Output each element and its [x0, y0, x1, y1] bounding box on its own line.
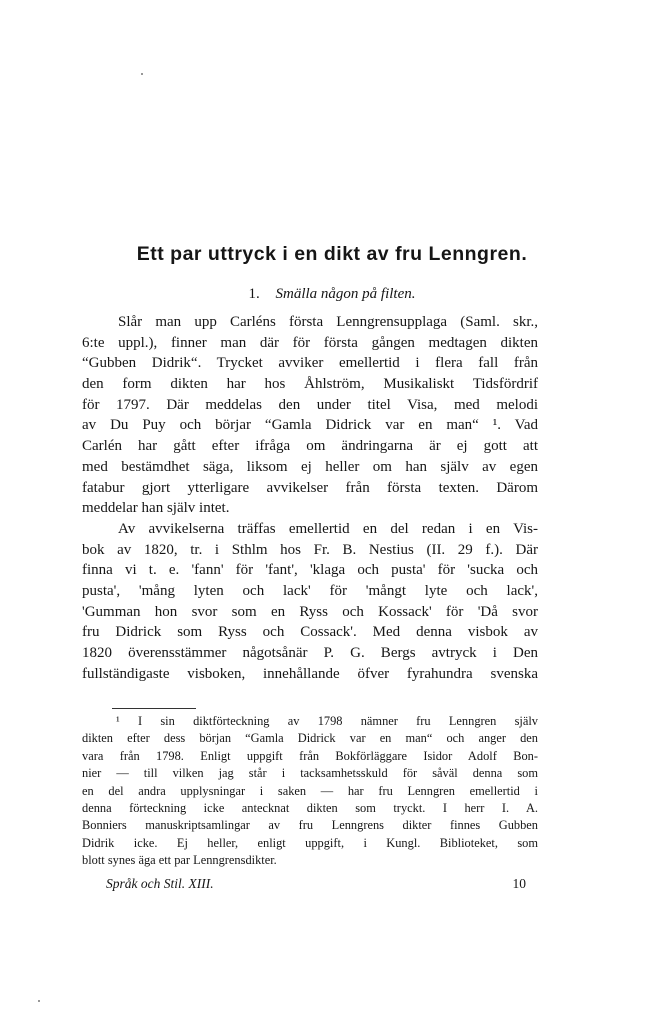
footnote — [82, 713, 538, 870]
body-line: fatabur gjort ytterligare avvikelser från första texten. Därom — [82, 479, 538, 496]
body-line: finna vi t. e. 'fann' för 'fant', 'klaga och pusta' för 'sucka och — [82, 562, 538, 579]
article-title: Ett par uttryck i en dikt av fru Lenngren. — [136, 243, 528, 265]
body-text — [82, 312, 538, 684]
footnote-line: nier — till vilken jag står i tacksamhetsskuld för såväl denna som — [82, 766, 538, 781]
page-number: 10 — [512, 876, 526, 891]
section-heading — [0, 286, 664, 303]
body-line: fru Didrick som Ryss och Cossack'. Med denna visbok av — [82, 624, 538, 641]
footnote-divider — [112, 708, 196, 709]
body-line: bok av 1820, tr. i Sthlm hos Fr. B. Nestius (II. 29 f.). Där — [82, 541, 538, 558]
journal-signature: Språk och Stil. XIII. — [106, 876, 214, 891]
body-line: av Du Puy och börjar “Gamla Didrick var en man“ ¹. Vad — [82, 417, 538, 434]
body-line: Slår man upp Carléns första Lenngrensupplaga (Saml. skr., — [118, 314, 538, 330]
body-line: pusta', 'mång lyten och lack' för 'mångt lyte och lack', — [82, 582, 538, 599]
footnote-line: vara från 1798. Enligt uppgift från Bokförläggare Isidor Adolf Bon- — [82, 748, 538, 763]
body-line: Carlén har gått efter ifråga om ändringarna är ej gott att — [82, 438, 538, 455]
body-line: “Gubben Didrik“. Trycket avviker emellertid i flera fall från — [82, 355, 538, 372]
footnote-line: ¹ I sin diktförteckning av 1798 nämner fru Lenngren själv — [116, 714, 538, 728]
footnote-line: denna förteckning icke antecknat dikten som tryckt. I herr I. A. — [82, 800, 538, 815]
section-number: 1. — [248, 286, 260, 302]
scan-speck-top — [141, 73, 143, 75]
footnote-line: dikten efter dess början “Gamla Didrick var en man“ och anger den — [82, 731, 538, 746]
page-footer — [106, 876, 526, 892]
body-line: meddelar han själv intet. — [82, 500, 230, 517]
body-line: Av avvikelserna träffas emellertid en del redan i en Vis- — [118, 520, 538, 537]
body-line: den form dikten har hos Åhlström, Musikaliskt Tidsfördrif — [82, 376, 538, 393]
body-line: med bestämdhet säga, liksom ej heller om han själv av egen — [82, 458, 538, 475]
scan-speck-bottom — [38, 1000, 40, 1002]
body-line: 'Gumman hon svor som en Ryss och Kossack' för 'Då svor — [82, 603, 538, 620]
body-line: fullständigaste visboken, innehållande öfver fyrahundra svenska — [82, 665, 538, 682]
footnote-line: en del andra upplysningar i saken — har fru Lenngren emellertid i — [82, 783, 538, 798]
footnote-line: blott synes äga ett par Lenngrensdikter. — [82, 853, 277, 868]
footnote-line: Bonniers manuskriptsamlingar av fru Lenngrens dikter finnes Gubben — [82, 818, 538, 833]
body-line: 6:te uppl.), finner man där för första gången medtagen dikten — [82, 334, 538, 351]
body-line: 1820 överensstämmer någotsånär P. G. Bergs avtryck i Den — [82, 645, 538, 661]
footnote-line: Didrik icke. Ej heller, enligt uppgift, i Kungl. Biblioteket, som — [82, 835, 538, 850]
section-title: Smälla någon på filten. — [275, 286, 416, 302]
body-line: för 1797. Där meddelas den under titel Visa, med melodi — [82, 396, 538, 413]
